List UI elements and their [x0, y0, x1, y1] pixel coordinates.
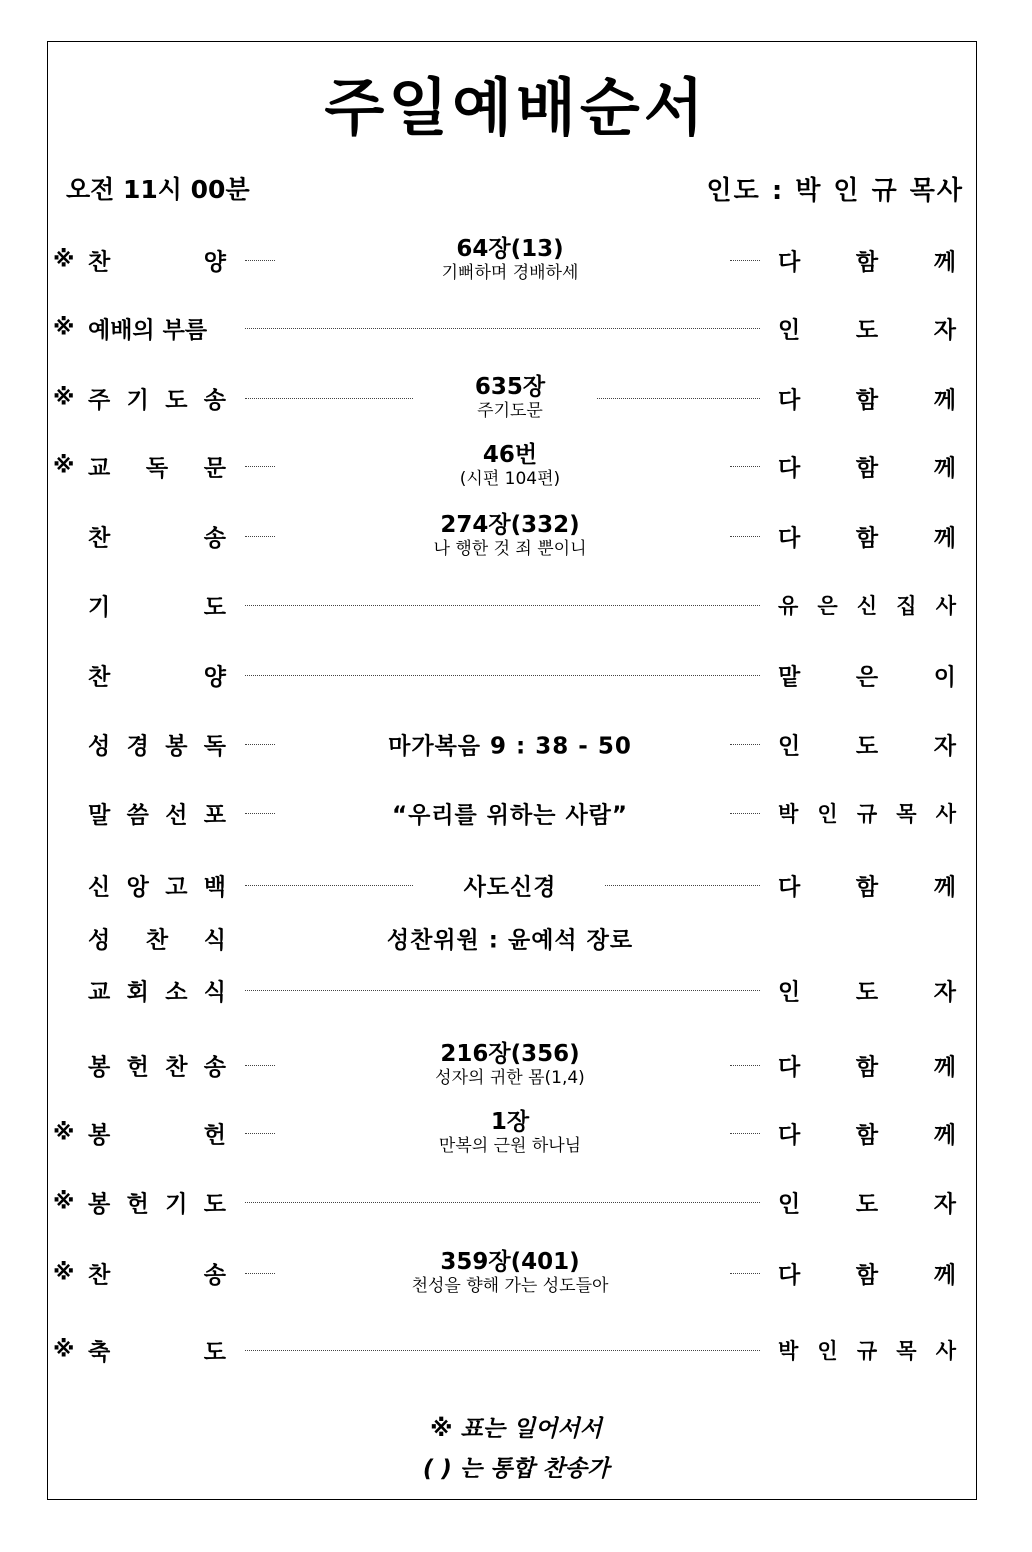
dot-leader [245, 1350, 760, 1351]
standing-mark: ※ [53, 315, 75, 341]
standing-mark: ※ [53, 1260, 75, 1286]
service-item-label: 말 씀 선 포 [88, 802, 226, 829]
detail-main: 274장(332) [440, 512, 580, 538]
service-item-label: 교 회 소 식 [88, 979, 226, 1006]
note-standing: ※ 표는 일어서서 [430, 1416, 602, 1442]
dot-leader [245, 990, 760, 991]
service-item-person: 인 도 자 [778, 317, 956, 344]
service-item-label: 교 독 문 [88, 455, 226, 482]
service-item-person: 다 함 께 [778, 525, 956, 552]
detail-sub: 성자의 귀한 몸(1,4) [435, 1068, 585, 1088]
service-item-label: 기 도 [88, 594, 226, 621]
detail-main: 마가복음 9 : 38 - 50 [388, 733, 632, 760]
service-item-detail [290, 374, 730, 422]
service-item-label: 찬 양 [88, 249, 226, 276]
detail-main: 359장(401) [440, 1249, 580, 1275]
standing-mark: ※ [53, 247, 75, 273]
service-item [0, 575, 1032, 635]
service-item [0, 645, 1032, 705]
service-item-label: 봉 헌 기 도 [88, 1191, 226, 1218]
service-item [0, 783, 1032, 843]
dot-leader [245, 605, 760, 606]
detail-main: 635장 [474, 374, 546, 400]
detail-sub: 만복의 근원 하나님 [438, 1136, 582, 1156]
detail-main: “우리를 위하는 사람” [392, 802, 628, 829]
detail-main: 46번 [482, 442, 538, 468]
dot-leader [245, 675, 760, 676]
detail-main: 64장(13) [456, 236, 564, 262]
detail-sub: 기뻐하며 경배하세 [441, 263, 579, 283]
service-item-person: 다 함 께 [778, 1262, 956, 1289]
service-item-person: 다 함 께 [778, 874, 956, 901]
service-item-person: 인 도 자 [778, 733, 956, 760]
dot-leader [730, 536, 760, 537]
standing-mark: ※ [53, 1337, 75, 1363]
standing-mark: ※ [53, 1189, 75, 1215]
service-item-person: 다 함 께 [778, 1122, 956, 1149]
detail-main: 성찬위원 : 윤예석 장로 [386, 927, 634, 954]
service-item-detail [290, 1041, 730, 1089]
dot-leader [730, 1273, 760, 1274]
detail-sub: 주기도문 [477, 401, 543, 421]
service-item-person: 유 은 신 집 사 [778, 594, 956, 618]
detail-main: 216장(356) [440, 1041, 580, 1067]
service-item-detail [290, 1249, 730, 1297]
service-item-person: 인 도 자 [778, 979, 956, 1006]
dot-leader [730, 744, 760, 745]
service-item [0, 506, 1032, 566]
service-item [0, 1243, 1032, 1303]
service-item [0, 1103, 1032, 1163]
service-item-label: 찬 송 [88, 1262, 226, 1289]
service-leader: 인도 : 박 인 규 목사 [706, 176, 964, 206]
service-item-detail [290, 922, 730, 955]
service-item-label: 봉 헌 찬 송 [88, 1054, 226, 1081]
service-item-label: 축 도 [88, 1339, 226, 1366]
service-item-label: 신 앙 고 백 [88, 874, 226, 901]
detail-sub: (시편 104편) [459, 469, 561, 489]
dot-leader [245, 744, 275, 745]
dot-leader [245, 1133, 275, 1134]
service-item-detail [290, 512, 730, 560]
service-item-label: 성 경 봉 독 [88, 733, 226, 760]
service-item-person: 박 인 규 목 사 [778, 802, 956, 826]
standing-mark: ※ [53, 385, 75, 411]
service-item [0, 1172, 1032, 1232]
dot-leader [245, 813, 275, 814]
service-item [0, 714, 1032, 774]
service-item-label: 예배의 부름 [88, 317, 208, 344]
service-item-detail [290, 869, 730, 902]
service-item-person: 다 함 께 [778, 1054, 956, 1081]
service-item [0, 908, 1032, 968]
service-time: 오전 11시 00분 [66, 175, 250, 204]
dot-leader [245, 1273, 275, 1274]
service-item-label: 성 찬 식 [88, 927, 226, 954]
service-item-label: 찬 송 [88, 525, 226, 552]
service-item-person: 다 함 께 [778, 455, 956, 482]
dot-leader [245, 260, 275, 261]
service-item [0, 1035, 1032, 1095]
service-item-detail [290, 236, 730, 284]
service-item-person: 맡 은 이 [778, 664, 956, 691]
service-item-person: 다 함 께 [778, 249, 956, 276]
detail-main: 사도신경 [463, 874, 557, 901]
service-item [0, 960, 1032, 1020]
service-item-label: 찬 양 [88, 664, 226, 691]
service-item-person: 인 도 자 [778, 1191, 956, 1218]
note-hymnal: ( ) 는 통합 찬송가 [422, 1456, 610, 1482]
service-item-detail [290, 442, 730, 490]
dot-leader [245, 1065, 275, 1066]
service-item [0, 1320, 1032, 1380]
standing-mark: ※ [53, 453, 75, 479]
service-item [0, 368, 1032, 428]
service-item-person: 다 함 께 [778, 387, 956, 414]
dot-leader [730, 1133, 760, 1134]
service-item [0, 436, 1032, 496]
service-item-label: 봉 헌 [88, 1122, 226, 1149]
dot-leader [730, 466, 760, 467]
service-item [0, 855, 1032, 915]
service-item [0, 230, 1032, 290]
service-item-detail [290, 797, 730, 830]
detail-main: 1장 [490, 1109, 530, 1135]
service-item-label: 주 기 도 송 [88, 387, 226, 414]
dot-leader [730, 1065, 760, 1066]
dot-leader [245, 328, 760, 329]
service-item [0, 298, 1032, 358]
dot-leader [245, 1202, 760, 1203]
dot-leader [245, 466, 275, 467]
dot-leader [730, 813, 760, 814]
detail-sub: 나 행한 것 죄 뿐이니 [433, 539, 587, 559]
service-item-person: 박 인 규 목 사 [778, 1339, 956, 1363]
dot-leader [245, 536, 275, 537]
standing-mark: ※ [53, 1120, 75, 1146]
service-item-detail [290, 1109, 730, 1157]
page-title: 주일예배순서 [324, 71, 708, 144]
service-item-detail [290, 728, 730, 761]
dot-leader [730, 260, 760, 261]
detail-sub: 천성을 향해 가는 성도들아 [411, 1276, 609, 1296]
